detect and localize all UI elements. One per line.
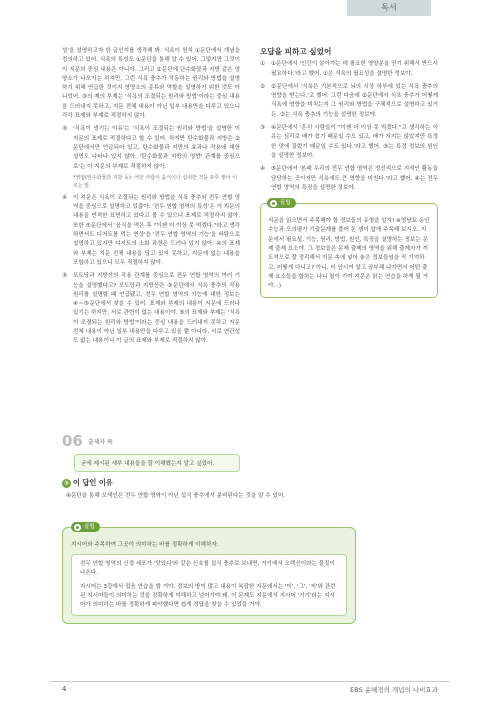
question-title: 출제자 특 [87, 438, 113, 446]
tip-example: 전두 연합 영역의 신경 세포가 '맛있다'와 같은 신호를 섭식 충추로 보내면, 거기에서 오렉신이라는 물질이 나온다. [80, 561, 335, 577]
list-item [62, 194, 240, 268]
item-text: 이 지문은 식욕이 조절되는 원리와 방법을 식욕 충추와 전두 연합 영역을 중심으로 설명하고 있잖아. '전두 연합 영역의 특성'은 이 지문의 내용을 반적한 표현하고 있다고 볼 수 있으니 표제로 적절하지 않아. 또한 ⑤문단에서 '음식을 먹은 후 "이젠 더 이상 못 먹겠다."라고 생각하면서도 디저트를 먹는 현상'을 '전두 연합 영역의 기능'을 바탕으로 설명하고 있지만 디저트의 소화 과정은 드러나 있지 않아. ④의 표제와 부제는 지문 전체 내용을 담고 있지 못하고, 지문에 없는 내용을 포함하고 있으니 모두 적절하지 않아. [73, 194, 240, 266]
footer-divider [50, 681, 450, 682]
answer-section [62, 478, 354, 501]
tip-explanation: 지시어는 3강에서 접음 연습을 할 거야. 정보의 방이 많고 내용이 복잡한 지문에서는 '이', '그', '저'와 관련된 지시어들이 의미하는 것을 정확하게 이해하고 넘어가야 돼. 이 문제도 지문에서 지시어 '거기'라는 지시어가 의미하는 바를 정확하게 파악했다면 쉽게 정답을 찾을 수 있었을 거야. [80, 583, 336, 609]
tip-box [62, 524, 356, 624]
tip-note-box [260, 200, 438, 297]
footer-title: EBS 윤혜정의 개념의 나비효과 [350, 686, 438, 694]
list-item [260, 165, 438, 193]
item-number: ② [260, 83, 266, 90]
item-number: ③ [260, 125, 266, 132]
item-number: ④ [260, 166, 266, 173]
footnote: *영양(탄수화물과 지방 등): 어떤 사람이 음식이나 섭취한 것을 두루 쌓아 이르는 말. [73, 174, 238, 189]
question-number: 06 [62, 432, 83, 450]
item-text: ②문단에서 '식욕은 기본적으로 뇌의 시상 하부에 있는 식욕 충추의 영향을 받는다.'고 했어. 그런 다음에 ②문단에서 식욕 충추가 어떻게 식욕에 영향을 미치는지 그 원리와 방법을 구체적으로 설명하고 있거든. ②는 식욕 충추의 기능을 설명한 정보야. [271, 83, 438, 118]
bulb-icon [270, 200, 277, 207]
tip-note-text: 지문을 읽으면서 주목해야 할 정보들의 유형을 알자! ※영남토 동안 수능과 모의평가 기출문제를 풀어 온 셈이 앞에 주목해 보시오. 지문에서 필요성, 기능, 원리, 방법, 원인, 특징을 설명하는 정보는 문제 출제 요소야. 그 정보들은 문제 출제의 영역을 위해 출제자가 끼도적으로 잘 정리해서 지문 속에 넣어 놓은 정보들임을 꼭 기억하고, 어떻게 다니고? 아니, 더 안시켜 알고 공부해 나가면서 어떤 출제 요소들을 합하는 나니 침이 기여 지문은 읽는 연습을 하게 될 거야. :) [268, 218, 430, 290]
left-column [62, 47, 240, 351]
item-text: ④문단에서 '흔히 사람들이 "이젠 더 이상 못 먹겠다."고 생각하는 이유는 심리로 배가 찼기 때문일 수도 있고, 배가 저지는 않았지만 특정한 맛에 질렸기 때문일 수도 있다.'라고 했어. ③는 특정 정보의 원인을 설명한 정보야. [271, 125, 438, 159]
item-number: ① [260, 61, 266, 68]
list-item [260, 124, 438, 161]
tip-inner-box [71, 554, 347, 616]
question-section [62, 432, 240, 472]
answer-badge: ③ [63, 479, 70, 487]
section-tab: 독서 [347, 0, 431, 16]
tip-label [267, 198, 296, 208]
right-column [260, 47, 438, 298]
bulb-icon [74, 524, 81, 531]
tip-intro: 지시어와 주목하여 그곳이 의미하는 바를 정확하게 이해하자. [71, 542, 219, 548]
answer-heading-text: 이 답인 이유 [73, 478, 113, 487]
section-heading: 오답을 피하고 싶었어 [260, 47, 332, 56]
list-item [62, 272, 240, 346]
intro-paragraph: 성'을 설명하고자 한 글인지를 생각해 봐. 식욕이 원치 ①문단에서 개념을 정의하고 있어. 식욕의 특성도 ①문단을 통해 알 수 있어. 그렇지만 그것이 이 지문의 중심 내용은 아니야. 그리고 ②문단에 단수화물과 지방 같은 영양소가 나오기는 하지만, 그런 식욕 충추가 작동하는 원리와 방법을 설명하기 위해 언급한 것이지 영양소의 종류와 역할을 설명하기 위한 것도 아니었어. ③의 제의 부제는 '식욕의 조절되는 원리와 방법'이라는 중심 내용을 드러내지 못하고, 지문 전체 내용이 아닌 일부 내용만을 다루고 있으니 각각 표제와 부제로 적절하지 않아. [62, 48, 240, 120]
list-item [260, 60, 438, 79]
item-number: ③ [62, 126, 68, 133]
item-text: '식욕이 생기는 이유'는 '식욕이 조절되는 원리와 방법'을 설명한 이 지문의 표제로 적절하다고 할 수 있어. 하지만 탄수화물과 지방은 ②문단에서만 언급되어 있고, 탄수화물과 지방의 효과나 작용에 대한 설명도 나타나 있지 않아. '탄수화물과 지방의 영향' 관계를 중심으로'는 이 지문의 부제로 적절하지 않아. [73, 126, 240, 170]
item-number: ⑤ [62, 273, 68, 280]
item-text: ⑤문단에서 '본래 우리의 전두 연합 영역은 정신적으로 지적인 활동을 담당하는 곳이지만 식욕에도 큰 영향을 미친다.'라고 했어. ④는 전두 연합 영역의 특징을 설명한 정보야. [271, 166, 438, 191]
page-number: 4 [62, 685, 67, 693]
question-header [62, 432, 240, 450]
item-text: 포도당과 지방산의 작용 관계를 중심으로 전두 연합 영역의 여러 기능을 설명했다고? 포도당과 지방산은 ③문단에서 식욕 충추의 작용 원리를 설명할 때 언급됐고, 전두 연합 영역의 기능에 대한 정보는 ④~⑤문단에서 찾을 수 있어. 표제와 부제의 내용이 지문에 드러나 있기는 하지만, 서로 관련이 없는 내용이야. ⑤의 표제와 부제는 '식욕이 조절되는 원리와 방법'이라는 중심 내용을 드러내지 못하고 지문 전체 내용이 아닌 일부 내용만을 다루고 있을 뿐 아니라, 서로 연관성도 없는 내용이니 이 글의 표제와 부제로 적절하지 않아. [73, 273, 240, 345]
list-item [260, 83, 438, 120]
list-item [62, 125, 240, 171]
tip-label-text: 꿀팁 [280, 200, 291, 207]
tip-label [71, 522, 100, 532]
tip-label-text: 꿀팁 [84, 524, 95, 530]
answer-body: ④문단을 통해 오색인은 전두 연합 영역이 아닌 섭식 충추에서 분비된다는 것을 알 수 있어. [66, 493, 286, 499]
question-box: 굳에 제시된 세부 내용들을 잘 이해했는지 알고 싶었어. [74, 454, 240, 472]
item-number: ④ [62, 194, 68, 201]
answer-heading [62, 478, 354, 488]
item-text: ①문단에서 '인간이 살아가는 데 필요한 영양분을 얻기 위해서 반드시 필요하다.'라고 했어. ①은 식욕의 필요성을 설명한 정보야. [271, 61, 438, 77]
